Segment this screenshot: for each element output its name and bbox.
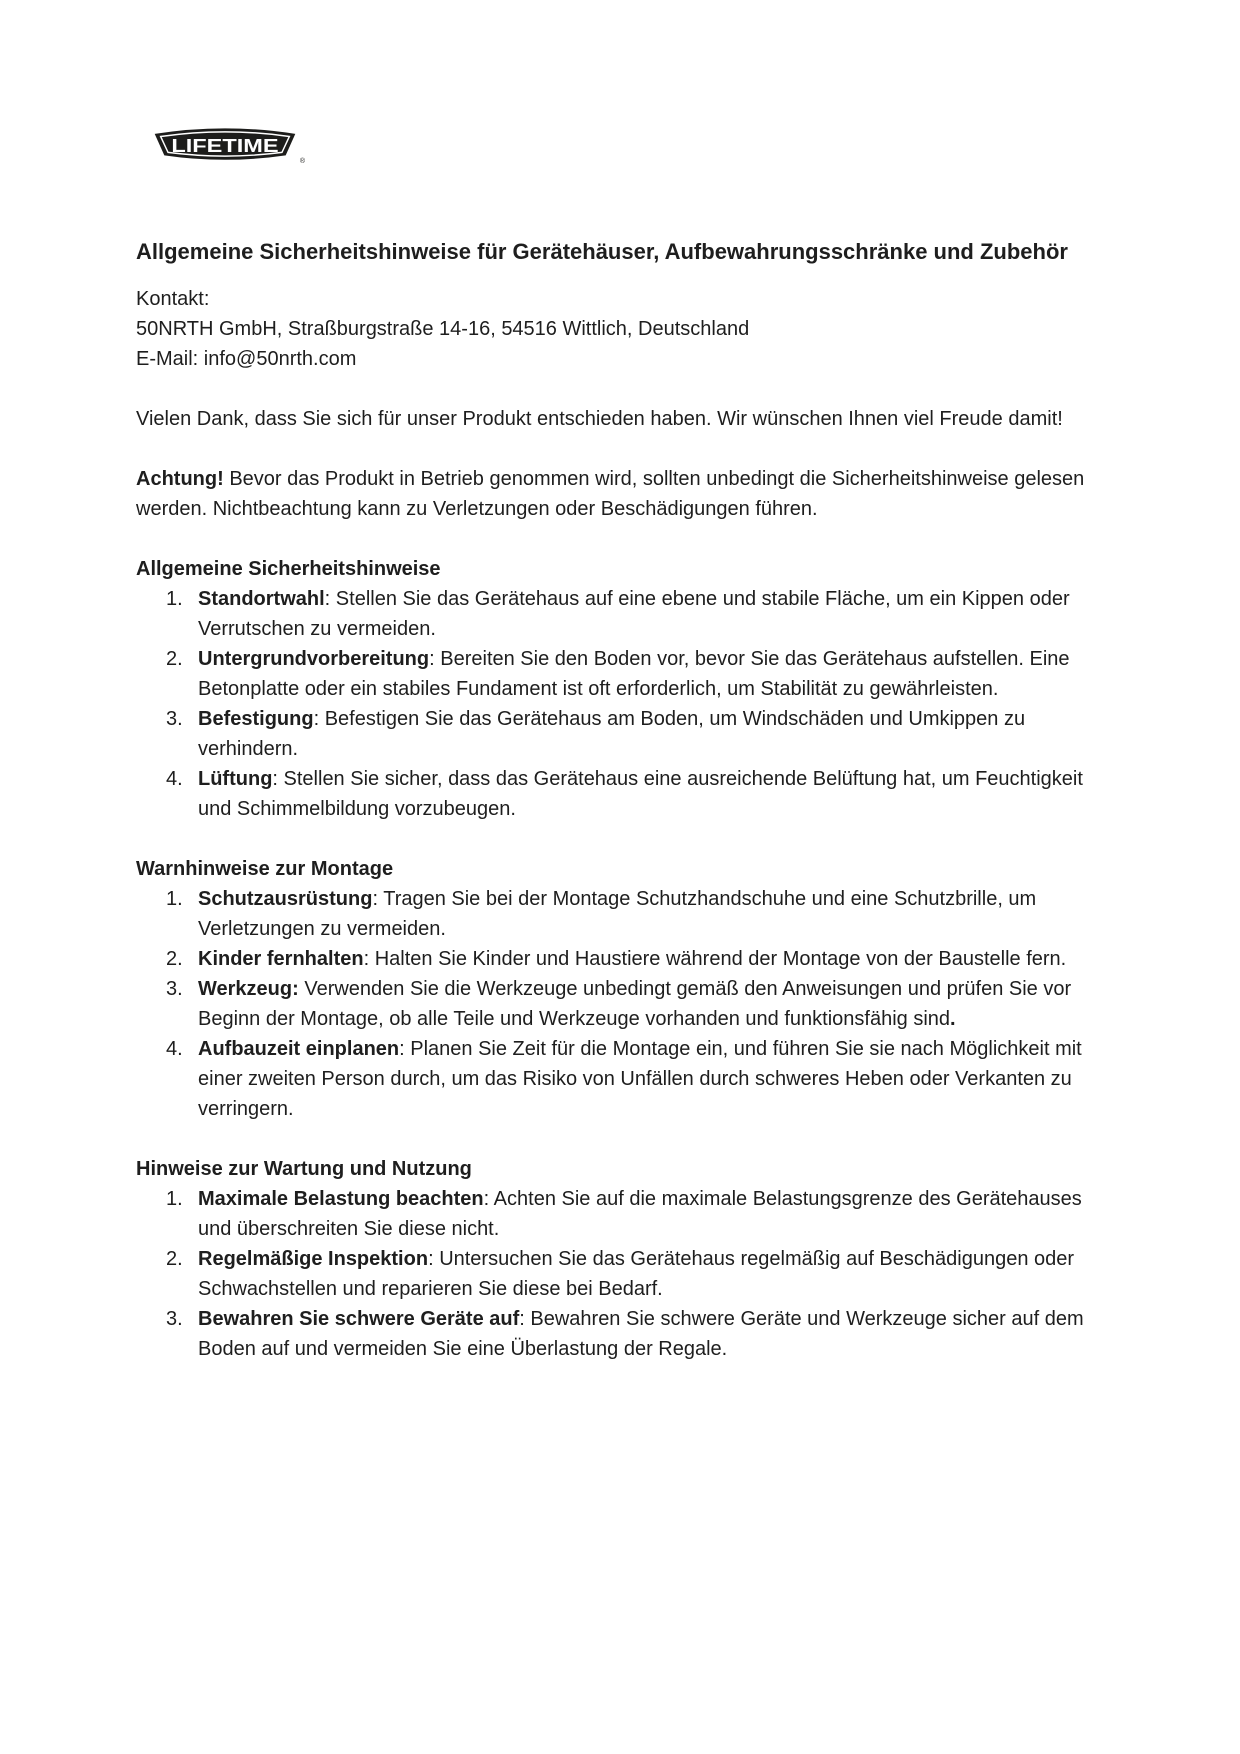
list-item-text: [198, 1188, 1082, 1240]
contact-email: E-Mail: info@50nrth.com: [136, 348, 357, 370]
intro-paragraph: Vielen Dank, dass Sie sich für unser Produkt entschieden haben. Wir wünschen Ihnen viel Freude damit!: [136, 408, 1063, 430]
list-item-text: [198, 708, 1025, 760]
list-item-lead: Standortwahl: [198, 588, 325, 610]
list-item: [136, 1304, 1086, 1364]
list-item-separator: :: [313, 708, 325, 730]
list-item-text: [198, 948, 1066, 970]
page-title: Allgemeine Sicherheitshinweise für Gerätehäuser, Aufbewahrungsschränke und Zubehör: [136, 239, 1068, 264]
list-item-separator: :: [399, 1038, 411, 1060]
registered-trademark: ®: [299, 158, 305, 165]
section-heading: Warnhinweise zur Montage: [136, 858, 394, 880]
list-number: 4.: [166, 768, 183, 790]
list-item: [136, 644, 1086, 704]
list-number: 3.: [166, 978, 183, 1000]
list-item-text: [198, 768, 1083, 820]
list-number: 1.: [166, 588, 183, 610]
list-number: 2.: [166, 1248, 183, 1270]
list-item-text: [198, 888, 1036, 940]
list-item-lead: Kinder fernhalten: [198, 948, 364, 970]
section-heading: Hinweise zur Wartung und Nutzung: [136, 1158, 472, 1180]
list-item-lead: Befestigung: [198, 708, 314, 730]
lifetime-logo: [150, 125, 305, 165]
logo-wordmark: LIFETIME: [171, 135, 279, 157]
list-item-body: Planen Sie Zeit für die Montage ein, und führen Sie sie nach Möglichkeit mit einer zweiten Person durch, um das Risiko von Unfällen durch schweres Heben oder Verkanten zu verringern.: [198, 1038, 1082, 1120]
list-item-text: [198, 588, 1070, 640]
list-item: [136, 1244, 1086, 1304]
list-number: 2.: [166, 648, 183, 670]
contact-address: 50NRTH GmbH, Straßburgstraße 14-16, 54516 Wittlich, Deutschland: [136, 318, 750, 340]
list-item-separator: :: [483, 1188, 494, 1210]
list-item-separator: :: [272, 768, 284, 790]
list-item-lead: Bewahren Sie schwere Geräte auf: [198, 1308, 520, 1330]
list-number: 3.: [166, 708, 183, 730]
list-item-body: Stellen Sie das Gerätehaus auf eine ebene und stabile Fläche, um ein Kippen oder Verrutschen zu vermeiden.: [198, 588, 1070, 640]
list-item-body: Tragen Sie bei der Montage Schutzhandschuhe und eine Schutzbrille, um Verletzungen zu vermeiden.: [198, 888, 1037, 940]
list-item-text: [198, 1308, 1084, 1360]
list-number: 1.: [166, 1188, 183, 1210]
list-item-body: Untersuchen Sie das Gerätehaus regelmäßig auf Beschädigungen oder Schwachstellen und reparieren Sie diese bei Bedarf.: [198, 1248, 1075, 1300]
warning-lead: Achtung!: [136, 468, 224, 490]
list-item-text: [198, 1248, 1074, 1300]
list-item-text: [198, 1038, 1082, 1120]
list-item-body: Verwenden Sie die Werkzeuge unbedingt gemäß den Anweisungen und prüfen Sie vor Beginn der Montage, ob alle Teile und Werkzeuge vorhanden und funktionsfähig sind: [198, 978, 1072, 1030]
contact-label: Kontakt:: [136, 288, 210, 310]
list-number: 4.: [166, 1038, 183, 1060]
list-item-lead: Maximale Belastung beachten: [198, 1188, 484, 1210]
list-item: [136, 1034, 1086, 1124]
list-item-body: Bereiten Sie den Boden vor, bevor Sie das Gerätehaus aufstellen. Eine Betonplatte oder ein stabiles Fundament ist oft erforderlich, um Stabilität zu gewährleisten.: [198, 648, 1070, 700]
sections-container: [136, 554, 1086, 1364]
section-0: [136, 554, 1086, 824]
list-item-body: Befestigen Sie das Gerätehaus am Boden, um Windschäden und Umkippen zu verhindern.: [198, 708, 1026, 760]
list-item-body: Halten Sie Kinder und Haustiere während der Montage von der Baustelle fern.: [374, 948, 1067, 970]
list-item-lead: Schutzausrüstung: [198, 888, 373, 910]
section-list: [136, 584, 1086, 824]
list-item-separator: :: [372, 888, 384, 910]
list-item-lead: Regelmäßige Inspektion: [198, 1248, 429, 1270]
section-1: [136, 854, 1086, 1124]
list-item-lead: Werkzeug:: [198, 978, 299, 1000]
list-item: [136, 1184, 1086, 1244]
contact-block: [136, 284, 1086, 374]
section-list: [136, 1184, 1086, 1364]
list-item-separator: :: [363, 948, 375, 970]
section-heading: Allgemeine Sicherheitshinweise: [136, 558, 441, 580]
list-item-lead: Aufbauzeit einplanen: [198, 1038, 400, 1060]
list-item-text: [198, 978, 1071, 1030]
list-item-separator: :: [429, 648, 441, 670]
list-item: [136, 704, 1086, 764]
list-item: [136, 764, 1086, 824]
list-number: 1.: [166, 888, 183, 910]
list-item-text: [198, 648, 1070, 700]
list-item: [136, 944, 1086, 974]
warning-text: Bevor das Produkt in Betrieb genommen wird, sollten unbedingt die Sicherheitshinweise gelesen werden. Nichtbeachtung kann zu Verletzungen oder Beschädigungen führen.: [136, 468, 1085, 520]
list-number: 3.: [166, 1308, 183, 1330]
list-item: [136, 974, 1086, 1034]
list-item-lead: Untergrundvorbereitung: [198, 648, 430, 670]
section-list: [136, 884, 1086, 1124]
list-item-bold-tail: .: [950, 1008, 956, 1030]
list-item-separator: :: [519, 1308, 531, 1330]
list-item-separator: :: [324, 588, 336, 610]
list-item: [136, 884, 1086, 944]
warning-paragraph: [136, 464, 1086, 524]
list-item-body: Achten Sie auf die maximale Belastungsgrenze des Gerätehauses und überschreiten Sie diese nicht.: [198, 1188, 1082, 1240]
list-item: [136, 584, 1086, 644]
list-item-body: Stellen Sie sicher, dass das Gerätehaus eine ausreichende Belüftung hat, um Feuchtigkeit und Schimmelbildung vorzubeugen.: [198, 768, 1083, 820]
list-item-separator: :: [428, 1248, 440, 1270]
section-2: [136, 1154, 1086, 1364]
list-number: 2.: [166, 948, 183, 970]
lifetime-badge-icon: [150, 125, 300, 162]
list-item-body: Bewahren Sie schwere Geräte und Werkzeuge sicher auf dem Boden auf und vermeiden Sie eine Überlastung der Regale.: [198, 1308, 1084, 1360]
list-item-lead: Lüftung: [198, 768, 273, 790]
